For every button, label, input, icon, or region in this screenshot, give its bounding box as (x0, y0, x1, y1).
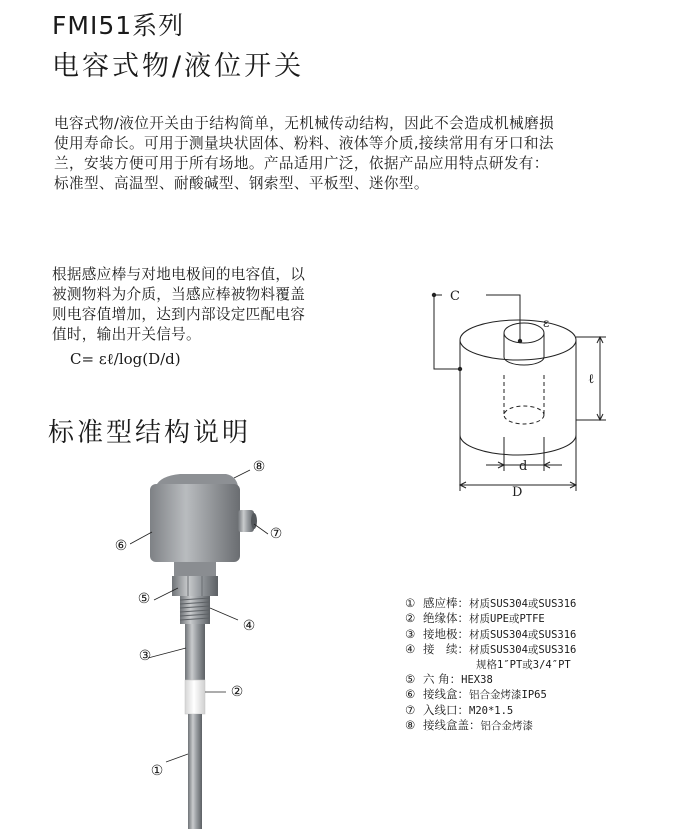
series-title: FMI51系列 (52, 11, 185, 40)
callout-8: ⑧ (252, 459, 266, 475)
spec-item (405, 596, 695, 611)
ground-wire (434, 295, 460, 369)
spec-value: 材质UPE或PTFE (469, 613, 545, 626)
spec-item (405, 718, 695, 733)
insulator (185, 680, 205, 714)
principle-line: 则电容值增加，达到内部设定匹配电容 (52, 306, 306, 323)
intro-paragraph (54, 114, 654, 194)
spec-num: ③ (405, 626, 416, 641)
hex-nut (172, 576, 218, 596)
spec-value: 铝合金烤漆IP65 (469, 689, 547, 702)
page-title: 电容式物/液位开关 (52, 51, 305, 82)
spec-value-secondary: 规格1″PT或3/4″PT (476, 658, 571, 671)
spec-label: 感应棒： (423, 596, 469, 610)
intro-line: 标准型、高温型、耐酸碱型、钢索型、平板型、迷你型。 (54, 175, 429, 192)
principle-paragraph (52, 265, 352, 345)
housing-neck (174, 562, 216, 576)
spec-item (405, 627, 695, 642)
spec-value: 材质SUS304或SUS316 (469, 644, 577, 657)
spec-num: ⑧ (405, 718, 416, 733)
ground-electrode (185, 624, 205, 680)
spec-label: 绝缘体： (423, 611, 469, 626)
outer-cylinder-body (460, 340, 576, 455)
spec-item (405, 687, 695, 702)
capacitor-diagram (420, 275, 620, 500)
spec-value: 材质SUS304或SUS316 (469, 598, 577, 610)
spec-item (405, 642, 695, 672)
spec-item (405, 672, 695, 687)
label-epsilon: ε (543, 316, 550, 330)
junction-box (150, 484, 240, 562)
spec-list (405, 596, 695, 734)
spec-num: ⑦ (405, 702, 416, 717)
principle-line: 根据感应棒与对地电极间的电容值，以 (52, 266, 306, 283)
spec-label: 入线口： (423, 702, 469, 717)
outer-cylinder-top (460, 320, 576, 360)
label-d: d (519, 459, 528, 474)
callout-1: ① (150, 763, 164, 779)
structure-title: 标准型结构说明 (48, 418, 252, 448)
spec-num: ④ (405, 642, 416, 657)
callout-5: ⑤ (137, 591, 151, 607)
inner-tube-front (504, 357, 544, 365)
inner-tube-hidden-bottom (504, 406, 544, 424)
D-dimension (460, 435, 576, 491)
spec-label: 接线盒盖： (423, 718, 481, 733)
spec-label: 六 角： (423, 672, 462, 687)
spec-item (405, 611, 695, 626)
probe-wire (486, 295, 520, 341)
spec-label: 接 续： (423, 642, 469, 657)
callout-7: ⑦ (269, 526, 283, 542)
intro-line: 电容式物/液位开关由于结构简单，无机械传动结构，因此不会造成机械磨损 (54, 115, 555, 132)
spec-value: 材质SUS304或SUS316 (469, 628, 577, 641)
spec-num: ⑥ (405, 687, 416, 702)
principle-line: 值时，输出开关信号。 (52, 326, 201, 343)
inner-tube-top (504, 323, 544, 343)
spec-value: HEX38 (461, 674, 493, 687)
spec-value: M20*1.5 (469, 704, 514, 717)
spec-label: 接地极： (423, 626, 469, 641)
label-length: ℓ (588, 372, 595, 387)
spec-label: 接线盒： (423, 687, 469, 702)
spec-item (405, 703, 695, 718)
spec-num: ⑤ (405, 672, 416, 687)
capacitance-formula: C= εℓ/log(D/d) (70, 350, 181, 368)
callout-2: ② (230, 684, 244, 700)
sensing-probe (188, 714, 202, 829)
intro-line: 兰，安装方便可用于所有场地。产品适用广泛，依据产品应用特点研发有： (54, 155, 549, 172)
principle-line: 被测物料为介质，当感应棒被物料覆盖 (52, 286, 306, 303)
intro-line: 使用寿命长。可用于测量块状固体、粉料、液体等介质,接续常用有牙口和法 (54, 135, 554, 152)
callout-6: ⑥ (114, 538, 128, 554)
label-D: D (512, 485, 523, 500)
cable-inlet-opening (251, 513, 257, 529)
spec-num: ② (405, 611, 416, 626)
spec-value: 铝合金烤漆 (480, 720, 533, 733)
callout-4: ④ (242, 618, 256, 634)
spec-num: ① (405, 596, 416, 610)
callout-3: ③ (138, 648, 152, 664)
label-c: C (450, 289, 460, 304)
